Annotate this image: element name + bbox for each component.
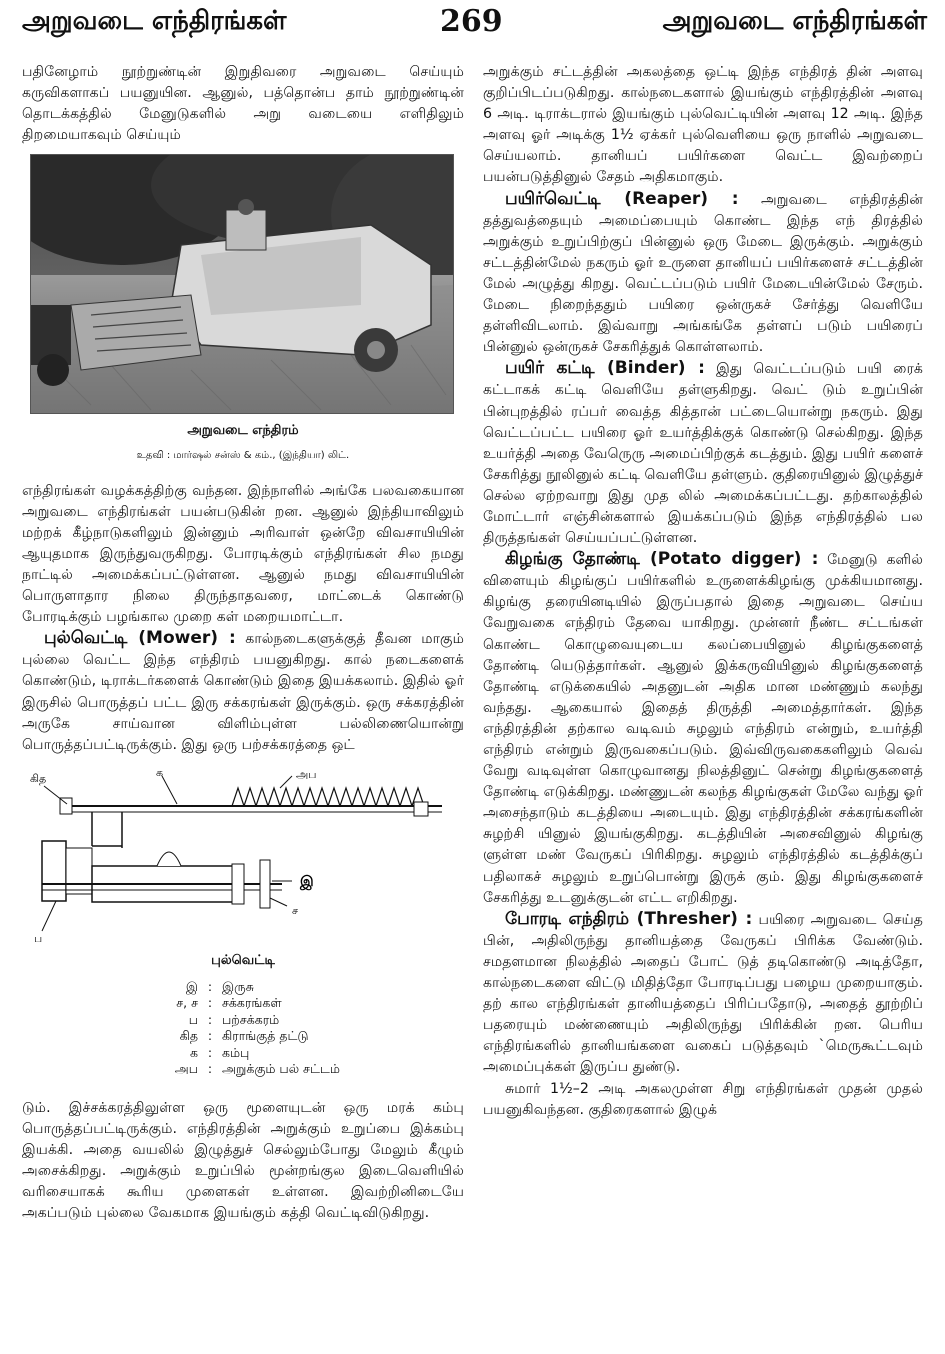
thresher-text: பயிரை அறுவடை செய்த பின், அதிலிருந்து தானியத்தை வேருகப் பிரிக்க வேண்டும். சமதளமான நிலத்தில் அதைப் போட் டுத் தடிகொண்டு அடித்தோ, கால்நடைகளை விட்டு மிதித்தோ போரடிப்பது பழைய முறையாகும். தற் கால எந்திரங்கள் தானியத்தைப் பிரிப்பதோடு, அதைத் தூற்றிப் பதரையும் மண்ணையும் அதிலிருந்து பிரிக்கின் றன. பெரிய எந்திரங்களில் தானியங்களை வகைப் படுத்தவும் `மெருகூட்டவும் அமைப்புக்கள் இருப்ப துண்டு. <box>483 911 923 1076</box>
mower-text: கால்நடைகளுக்குத் தீவன மாகும் புல்லை வெட்ட இந்த எந்திரம் பயனுகிறது. கால் நடைகளைக் கொண்டும், டிராக்டர்களைக் கொண்டும் இதை இயக்கலாம். இதில் ஓர் இருசில் பொருத்தப் பட்ட இரு சக்கரங்கள் இருக்கும். ஒரு சக்கரத்தின் அருகே சாய்வான விளிம்புள்ள பல்லிணையொன்று பொருத்தப்பட்டிருக்கும். இது ஒரு பற்சக்கரத்தை ஒட் <box>22 631 464 753</box>
term-binder: பயிர் கட்டி (Binder) : <box>505 358 705 379</box>
potato-digger-text: மேனுடு களில் விளையும் கிழங்குப் பயிர்களில் உருளைக்கிழங்கு முக்கியமானது. கிழங்கு தரையினடியில் இருப்பதால் இதை அறுவடை செய்ய வேறுவகை எந்திரம் தேவை யாகிறது. முன்னர் நீண்ட சட்டங்கள் கொண்ட கொழுவையுடைய கலப்பையினுல் கிழங்குகளைத் தோண்டி யெடுத்தார்கள். ஆனுல் இக்கருவியினுல் கிழங்குகளைத் தோண்டி எடுக்கையில் அதனுடன் அதிக மான மண்ணும் கலந்து வந்தது. ஆகையால் இதைத் திருத்தி அமைத்தார்கள். இந்த எந்திரத்தின் தற்கால வடிவம் சுழலும் எந்திரம் என்றும், உயர்த்தி எந்திரம் என்றும் இருவகைப்படும். இவ்விருவகைகளிலும் வெவ் வேறு வடிவுள்ள கொழுவானது நிலத்தினுட் சென்று கிழங்குகளைத் தோண்டி எடுக்கிறது. மண்ணுடன் கலந்த கிழங்குகள் மேலே வந்து ஓர் அசைந்தாடும் கடத்தியை அடையும். இது எந்திரத்தின் சக்கரங்களின் சுழற்சி யினுல் இயங்குகிறது. கடத்தியின் அசைவினுல் கிழங்கு ளுள்ள மண் வேருகப் பிரிகிறது. சுழலும் எந்திரத்தில் கடத்திக்குப் பதிலாகச் சுழலும் உறுப்பொன்று இருக் கும். இது கிழங்குகளைச் சேகரித்து உடனுக்குடன் எட்ட எறிகிறது. <box>483 552 923 906</box>
paragraph-intro: பதினேழாம் நூற்றுண்டின் இறுதிவரை அறுவடை செய்யும் கருவிகளாகப் பயனுயின. ஆனுல், பத்தொன்ப தாம் நூற்றுண்டின் தொடக்கத்தில் மேனுடுகளில் அறு வடையை எளிதிலும் திறமையாகவும் செய்யும் <box>22 64 464 144</box>
legend-key: அப <box>174 1061 198 1077</box>
paragraph-mower <box>22 628 464 756</box>
diagram-label-sa: ச <box>292 903 299 917</box>
running-title-right: அறுவடை எந்திரங்கள் <box>662 6 927 36</box>
legend-value: அறுக்கும் பல் சட்டம் <box>222 1061 340 1077</box>
legend-row: ச, ச : சக்கரங்கள் <box>110 995 464 1012</box>
paragraph-potato-digger <box>483 549 923 909</box>
legend-key: இ <box>185 978 198 994</box>
legend-value: கிராங்குத் தட்டு <box>222 1028 309 1044</box>
diagram-label-pa: ப <box>34 931 43 944</box>
diagram-label-apa: அப <box>296 767 317 781</box>
harvester-photo-image <box>31 155 453 413</box>
legend-value: சக்கரங்கள் <box>222 995 282 1011</box>
paragraph-mower-size: அறுக்கும் சட்டத்தின் அகலத்தை ஒட்டி இந்த எந்திரத் தின் அளவு குறிப்பிடப்படுகிறது. கால்நடைகளால் இயங்கும் எந்திரத்தின் அளவு 6 அடி. டிராக்டரால் இயங்கும் புல்வெட்டியின் அளவு 12 அடி. இந்த அளவு ஓர் அடிக்கு 1½ ஏக்கர் புல்வெளியை ஒரு நாளில் அறுவடை செய்யலாம். தானியப் பயிர்களை வெட்ட இவற்றைப் பயன்படுத்தினுல் சேதம் அதிகமாகும். <box>483 64 923 186</box>
paragraph-thresher <box>483 909 923 1079</box>
page-header <box>0 0 945 58</box>
paragraph-mower-cont: டும். இச்சக்கரத்திலுள்ள ஒரு மூளையுடன் ஒரு மரக் கம்பு பொருத்தப்பட்டிருக்கும். எந்திரத்தின் அறுக்கும் உறுப்பை இக்கம்பு இயக்கி. அதை வயலில் இழுத்துச் செல்லும்போது மேலும் கீழும் அசைக்கிறது. அறுக்கும் உறுப்பில் மூன்றங்குல இடைவெளியில் வரிசையாகக் கூரிய முளைகள் உள்ளன. இவற்றினிடையே அகப்படும் புல்லை வேகமாக இயங்கும் கத்தி வெட்டிவிடுகிறது. <box>22 1099 464 1222</box>
running-title-left: அறுவடை எந்திரங்கள் <box>22 6 287 36</box>
legend-key: ச, ச <box>176 995 198 1011</box>
diagram-label-i: இ <box>300 873 314 890</box>
paragraph-binder <box>483 358 923 549</box>
legend-key: க <box>190 1044 198 1060</box>
legend-value: கம்பு <box>222 1044 250 1060</box>
legend-key: கித <box>179 1028 198 1044</box>
page-number: 269 <box>440 4 503 39</box>
photo-caption: அறுவடை எந்திரம் <box>187 423 299 439</box>
term-thresher: போரடி எந்திரம் (Thresher) : <box>505 908 753 929</box>
paragraph-reaper <box>483 189 923 359</box>
binder-text: இது வெட்டப்படும் பயி ரைக் கட்டாகக் கட்டி வெளியே தள்ளுகிறது. வெட் டும் உறுப்பின் பின்புறத்தில் ரப்பர் வைத்த கித்தான் பட்டையொன்று நகரும். இது வெட்டப்பட்ட பயிரை ஓர் உயர்த்திக்குக் கொண்டு செல்கிறது. இந்த உயர்த்தி அதை வேருெரு அமைப்பிற்குக் கடத்தும். இது பயிர் களைச் சேகரித்து நூலினுல் கட்டி வெளியே தள்ளும். குதிரையினுல் இழுத்துச் செல்ல ஏற்றவாறு இது முத லில் அமைக்கப்பட்டது. தற்காலத்தில் மோட்டார் எஞ்சின்களால் இயக்கப்படும் இந்த எந்திரத்தில் பல திருத்தங்கள் செய்யப்பட்டுள்ளன. <box>483 361 923 547</box>
legend-row: கித : கிராங்குத் தட்டு <box>110 1028 464 1045</box>
photo-credit: உதவி : மார்ஷல் சன்ஸ் & கம்., (இந்தியா) லிட். <box>136 450 350 462</box>
right-column <box>483 62 923 1121</box>
mower-diagram <box>22 766 462 944</box>
diagram-label-kitha: கித <box>30 771 47 785</box>
legend-row: ப : பற்சக்கரம் <box>110 1012 464 1029</box>
harvester-photo <box>30 154 454 414</box>
term-mower: புல்வெட்டி (Mower) : <box>44 628 236 649</box>
legend-row: அப : அறுக்கும் பல் சட்டம் <box>110 1061 464 1078</box>
legend-row: க : கம்பு <box>110 1045 464 1062</box>
legend-key: ப <box>188 1011 198 1027</box>
paragraph-small-machines: சுமார் 1½–2 அடி அகலமுள்ள சிறு எந்திரங்கள் முதன் முதல் பயனுகிவந்தன. குதிரைகளால் இழுக் <box>483 1080 923 1118</box>
legend-row: இ : இருசு <box>110 979 464 996</box>
left-column <box>22 62 464 1224</box>
reaper-text: அறுவடை எந்திரத்தின் தத்துவத்தையும் அமைப்பையும் கொண்ட இந்த எந் திரத்தில் அறுக்கும் உறுப்பிற்குப் பின்னுல் ஒரு மேடை இருக்கும். அறுக்கும் சட்டத்தின்மேல் நகரும் ஓர் உருளை தானியப் பயிர்களைச் சட்டத்தின் மேல் அழுத்து கிறது. வெட்டப்படும் பயிர் மேடையின்மேல் சேரும். மேடை நிறைந்ததும் பயிரை ஒன்ருகச் சேர்த்து வெளியே தள்ளிவிடலாம். இவ்வாறு அங்கங்கே தள்ளப் படும் பயிரைப் பின்னுல் ஒன்ருகச் சேகரித்துக் கொள்ளலாம். <box>483 191 924 356</box>
diagram-legend <box>110 979 464 1078</box>
term-potato-digger: கிழங்கு தோண்டி (Potato digger) : <box>505 549 819 570</box>
legend-value: இருசு <box>222 978 254 994</box>
legend-value: பற்சக்கரம் <box>222 1011 280 1027</box>
term-reaper: பயிர்வெட்டி (Reaper) : <box>505 188 739 209</box>
paragraph-machines: எந்திரங்கள் வழக்கத்திற்கு வந்தன. இந்நாளில் அங்கே பலவகையான அறுவடை எந்திரங்கள் பயன்படுகின் றன. ஆனுல் இந்தியாவிலும் மற்றக் கீழ்நாடுகளிலும் இன்னும் அரிவாள் ஒன்றே விவசாயியின் ஆயுதமாக இருந்துவருகிறது. போரடிக்கும் எந்திரங்கள் சில நமது நாட்டில் அமைக்கப்பட்டுள்ளன. ஆனுல் நமது விவசாயியின் பொருளாதார நிலை திருந்தாதவரை, மாட்டைக் கொண்டு போரடிக்கும் பழங்கால முறை கள் மறையமாட்டா. <box>22 482 464 626</box>
diagram-title: புல்வெட்டி <box>211 952 275 968</box>
diagram-label-ka: க <box>156 765 164 779</box>
mower-diagram-drawing <box>22 766 462 944</box>
